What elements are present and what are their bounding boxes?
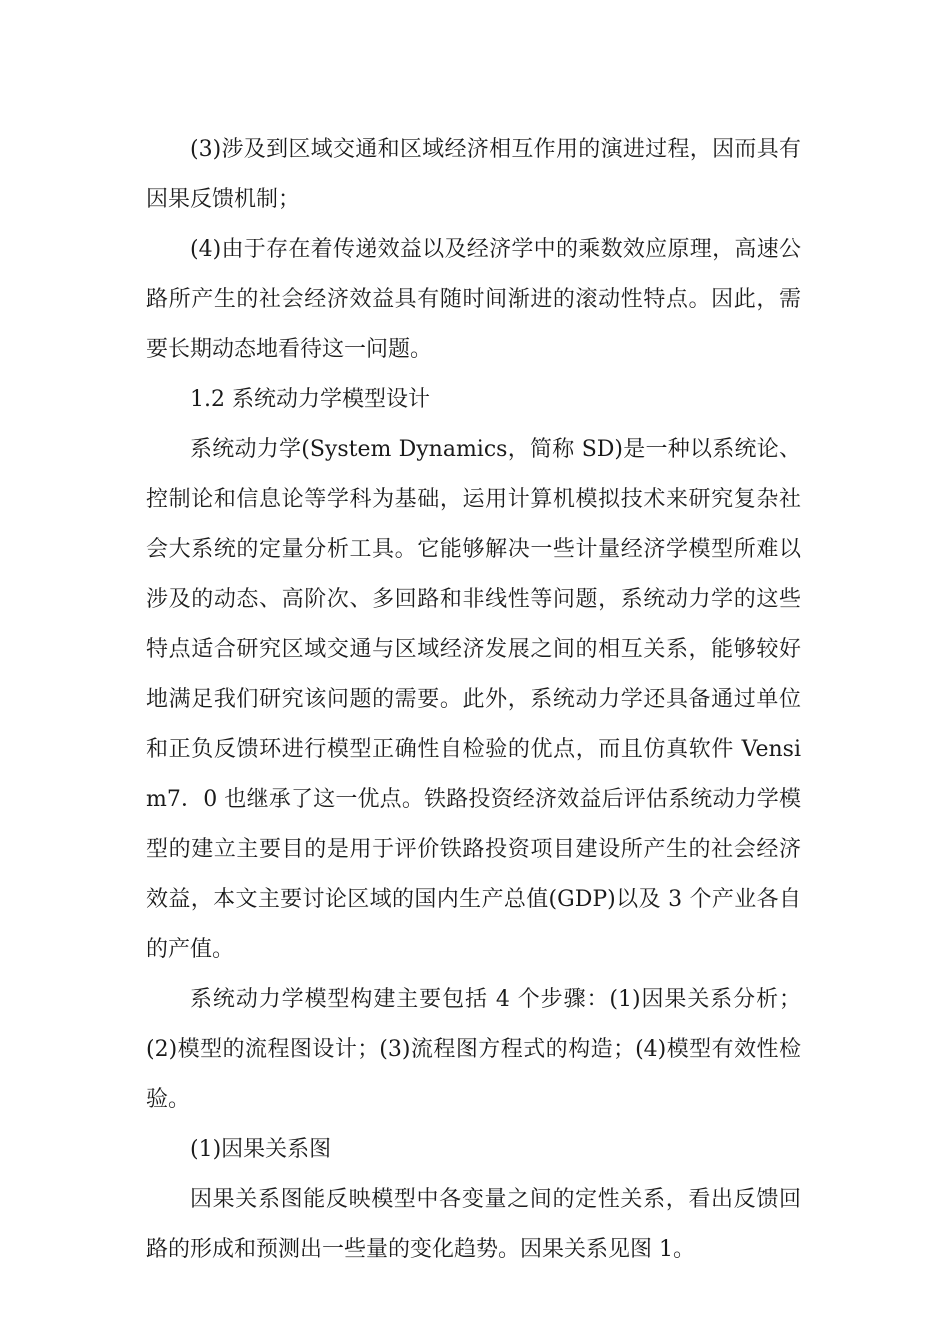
paragraph-sd-intro: 系统动力学(System Dynamics，简称 SD)是一种以系统论、控制论和信息论等学科为基础，运用计算机模拟技术来研究复杂社会大系统的定量分析工具。它能够解决一些计量经济学模型所难以涉及的动态、高阶次、多回路和非线性等问题，系统动力学的这些特点适合研究区域交通与区域经济发展之间的相互关系，能够较好地满足我们研究该问题的需要。此外，系统动力学还具备通过单位和正负反馈环进行模型正确性自检验的优点，而且仿真软件 Vensim7．0 也继承了这一优点。铁路投资经济效益后评估系统动力学模型的建立主要目的是用于评价铁路投资项目建设所产生的社会经济效益，本文主要讨论区域的国内生产总值(GDP)以及 3 个产业各自的产值。	[146, 437, 801, 962]
document-body	[146, 125, 801, 1275]
subheading-causal-diagram: (1)因果关系图	[190, 1137, 332, 1162]
section-heading-1-2: 1.2 系统动力学模型设计	[190, 387, 430, 412]
paragraph-item-3: (3)涉及到区域交通和区域经济相互作用的演进过程，因而具有因果反馈机制；	[146, 137, 801, 212]
paragraph-causal-diagram: 因果关系图能反映模型中各变量之间的定性关系，看出反馈回路的形成和预测出一些量的变化趋势。因果关系见图 1。	[146, 1187, 801, 1262]
paragraph-item-4: (4)由于存在着传递效益以及经济学中的乘数效应原理，高速公路所产生的社会经济效益具有随时间渐进的滚动性特点。因此，需要长期动态地看待这一问题。	[146, 237, 801, 362]
paragraph-model-steps: 系统动力学模型构建主要包括 4 个步骤：(1)因果关系分析；(2)模型的流程图设计；(3)流程图方程式的构造；(4)模型有效性检验。	[146, 987, 801, 1112]
